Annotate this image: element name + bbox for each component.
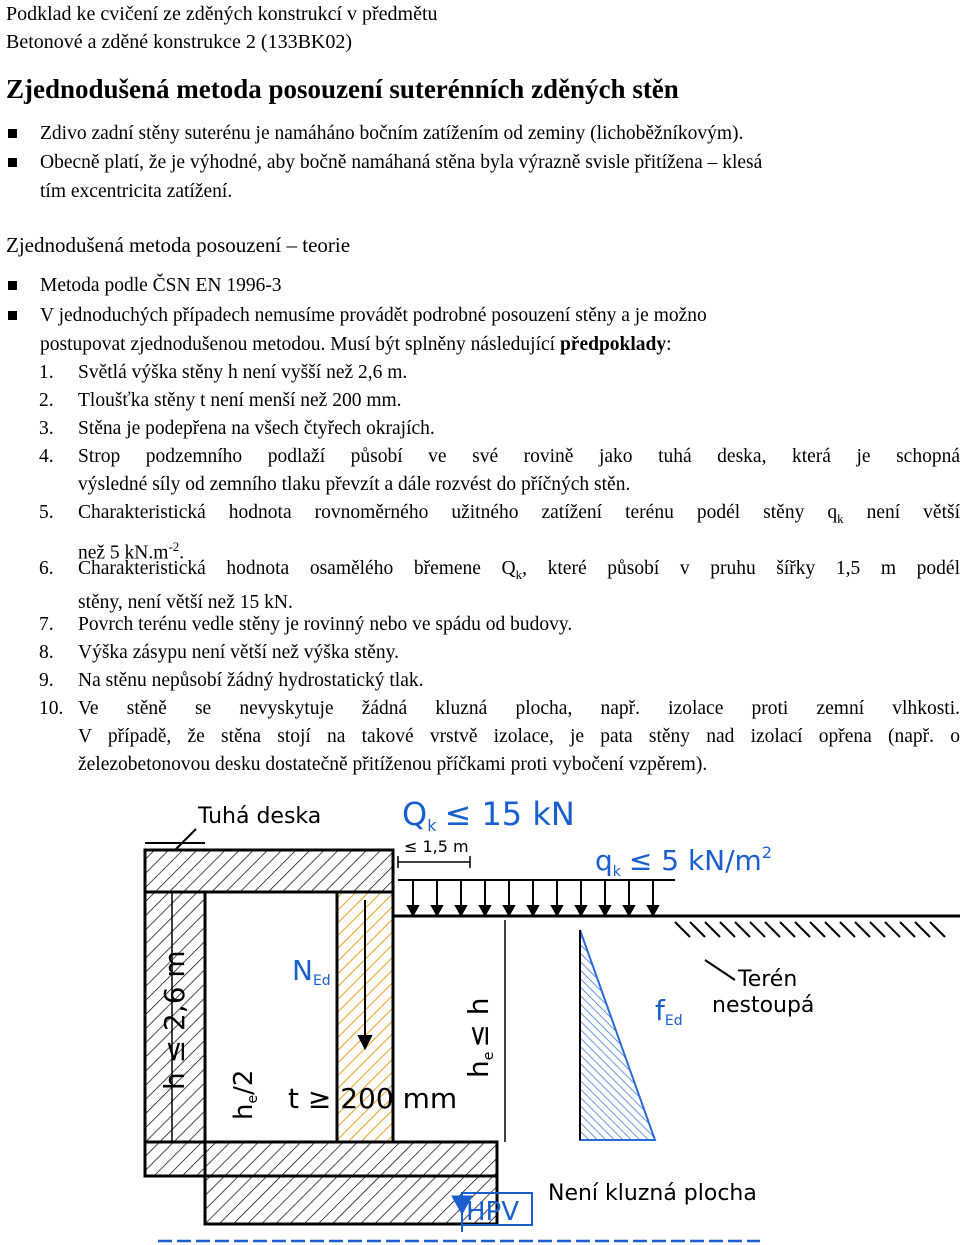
floor-slab <box>145 1142 497 1176</box>
fed-label: fEd <box>655 994 683 1029</box>
h-dimension-label: h ≤ 2,6 m <box>158 950 191 1090</box>
header-line-2: Betonové a zděné konstrukce 2 (133BK02) <box>6 31 353 53</box>
qk-label: $q_k \le 5$ $kN/m^2$ <box>595 843 773 880</box>
intro-bullet-2: Obecně platí, že je výhodné, aby bočně namáhaná stěna byla výrazně svisle přitížena – klesá tím excentricita zatížení. <box>8 148 960 206</box>
theory-bullet-1: Metoda podle ČSN EN 1996-3 <box>8 271 960 300</box>
condition-8: 8. Výška zásypu není větší než výška stěny. <box>39 642 399 663</box>
intro-bullet-1: Zdivo zadní stěny suterénu je namáháno bočním zatížením od zeminy (lichoběžníkovým). <box>8 119 960 148</box>
rigid-slab <box>145 843 393 892</box>
section-subtitle: Zjednodušená metoda posouzení – teorie <box>6 233 351 257</box>
ned-label: NEd <box>292 954 331 989</box>
terrain-label-2: nestoupá <box>712 993 815 1018</box>
condition-3: 3. Stěna je podepřena na všech čtyřech okrajích. <box>39 418 435 439</box>
uniform-load-arrows <box>398 880 675 915</box>
slab-label: Tuhá deska <box>198 804 322 829</box>
condition-9: 9. Na stěnu nepůsobí žádný hydrostatický tlak. <box>39 670 424 691</box>
page-title: Zjednodušená metoda posouzení suterénních zděných stěn <box>6 74 679 104</box>
he-dimension-label: he≤ h <box>462 997 497 1078</box>
terrain-label-1: Terén <box>738 967 798 992</box>
condition-5: 5. Charakteristická hodnota rovnoměrného užitného zatížení terénu podél stěny $q_k$ není větší než 5 $kN.m^{-2}$. <box>39 502 960 564</box>
no-slip-label: Není kluzná plocha <box>548 1181 757 1206</box>
condition-10: 10. Ve stěně se nevyskytuje žádná kluzná plocha, např. izolace proti zemní vlhkosti. V případě, že stěna stojí na takové vrstvě izolace, je pata stěny nad izolací opřena (např. o železobetonovou desku dostatečně přitíženou příčkami proti vybočení vzpěrem). <box>39 698 960 775</box>
terrain-surface <box>393 916 960 937</box>
condition-7: 7. Povrch terénu vedle stěny je rovinný nebo ve spádu od budovy. <box>39 614 573 635</box>
theory-bullet-2: V jednoduchých případech nemusíme provádět podrobné posouzení stěny a je možno postupovat zjednodušenou metodou. Musí být splněny následující předpoklady: <box>8 301 960 359</box>
keyword-predpoklady: předpoklady <box>559 334 667 355</box>
he-half-label: he/2 <box>229 1069 261 1120</box>
Qk-label: Qk ≤ 15 kN <box>402 795 575 835</box>
condition-6: 6. Charakteristická hodnota osamělého břemene $Q_k$, které působí v pruhu šířky 1,5 m podél stěny, není větší než 15 kN. <box>39 558 960 613</box>
header-line-1: Podklad ke cvičení ze zděných konstrukcí v předmětu <box>6 3 438 25</box>
foundation <box>205 1176 497 1224</box>
condition-4: 4. Strop podzemního podlaží působí ve své rovině jako tuhá deska, která je schopná výsledné síly od zemního tlaku převzít a dále rozvést do příčných stěn. <box>39 446 960 495</box>
width-label: ≤ 1,5 m <box>404 837 469 856</box>
condition-2: 2. Tloušťka stěny t není menší než 200 mm. <box>39 390 402 411</box>
qk-width-dimension <box>398 856 470 868</box>
hpv-label: HPV <box>466 1197 520 1227</box>
t-dimension-label: t ≥ 200 mm <box>288 1082 458 1115</box>
condition-1: 1. Světlá výška stěny h není vyšší než 2,6 m. <box>39 362 408 383</box>
earth-pressure-diagram <box>580 930 655 1140</box>
